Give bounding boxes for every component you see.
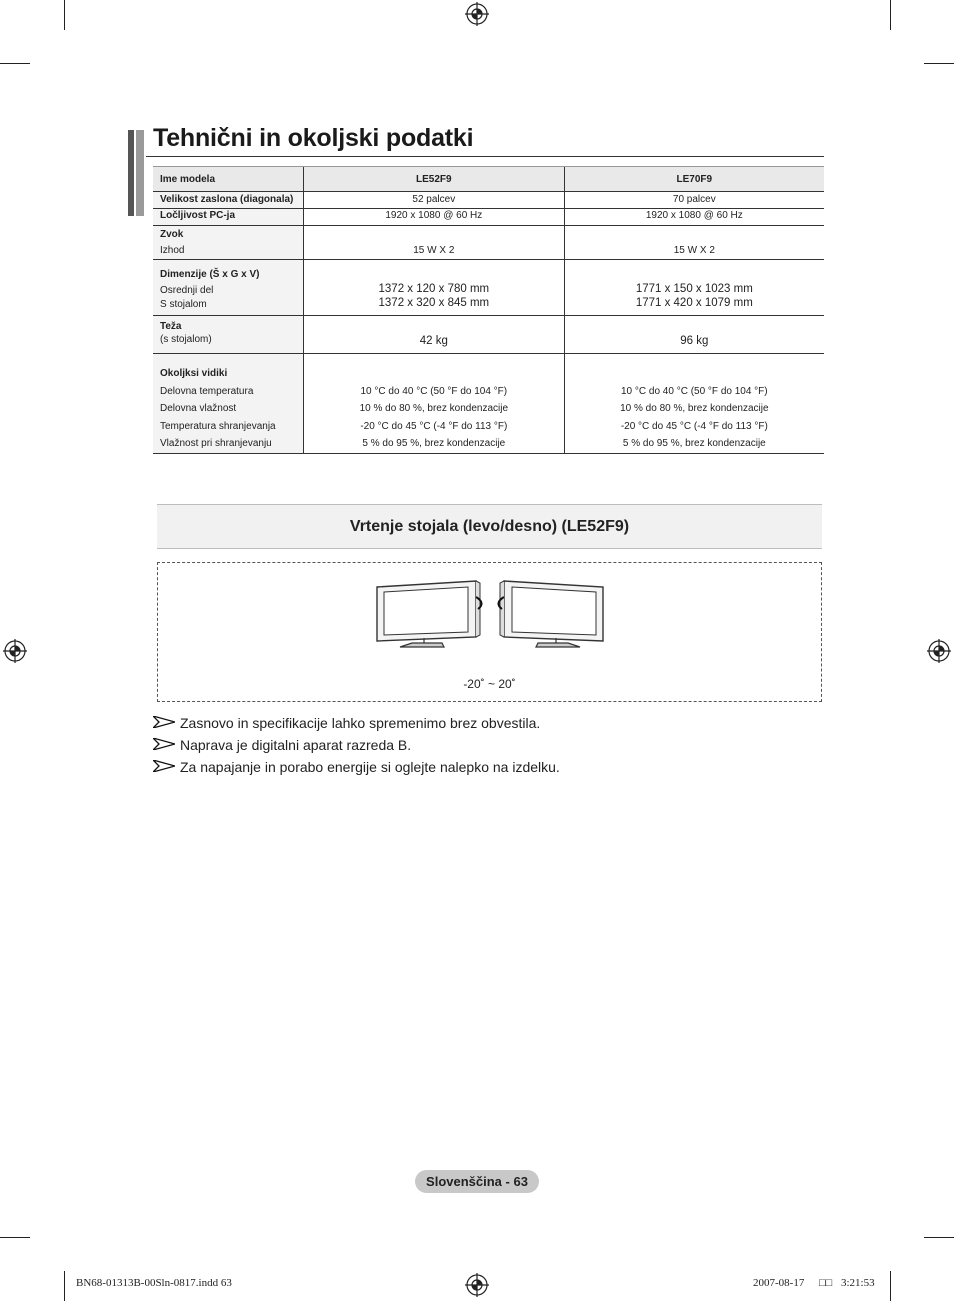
table-cell: 1372 x 120 x 780 mm bbox=[378, 283, 490, 295]
crop-mark bbox=[64, 1271, 65, 1301]
table-cell: 5 % do 95 %, brez kondenzacije bbox=[622, 438, 766, 449]
table-row bbox=[153, 226, 824, 260]
row-sublabel: S stojalom bbox=[160, 299, 207, 310]
note-arrow-icon bbox=[153, 738, 175, 750]
table-row bbox=[153, 167, 824, 192]
row-label: Dimenzije (Š x G x V) bbox=[160, 269, 260, 280]
row-label: Ločljivost PC-ja bbox=[160, 210, 236, 221]
section-title: Vrtenje stojala (levo/desno) (LE52F9) bbox=[349, 517, 630, 535]
table-cell: 96 kg bbox=[564, 316, 824, 354]
table-row bbox=[153, 192, 824, 209]
footer-glyphs: □□ bbox=[819, 1277, 833, 1289]
table-cell: 1920 x 1080 @ 60 Hz bbox=[564, 209, 824, 226]
table-cell: 10 °C do 40 °C (50 °F do 104 °F) bbox=[360, 385, 508, 397]
note-text: Za napajanje in porabo energije si oglejte nalepko na izdelku. bbox=[180, 759, 560, 775]
table-header-label: Ime modela bbox=[153, 167, 304, 192]
tv-swivel-illustration-icon bbox=[372, 577, 608, 653]
table-cell: 5 % do 95 %, brez kondenzacije bbox=[362, 438, 506, 449]
title-divider bbox=[146, 156, 824, 157]
table-header-model: LE70F9 bbox=[564, 167, 824, 192]
footer-date: 2007-08-17 bbox=[753, 1277, 805, 1289]
page-number-badge bbox=[415, 1170, 539, 1193]
table-row bbox=[153, 354, 824, 454]
note-arrow-icon bbox=[153, 716, 175, 728]
table-row bbox=[153, 260, 824, 316]
table-cell: 1920 x 1080 @ 60 Hz bbox=[304, 209, 565, 226]
registration-mark-icon bbox=[3, 639, 27, 663]
row-sublabel: Vlažnost pri shranjevanju bbox=[160, 438, 272, 449]
table-cell: 10 °C do 40 °C (50 °F do 104 °F) bbox=[621, 385, 768, 397]
footer-time: 3:21:53 bbox=[841, 1277, 875, 1289]
row-sublabel: Delovna vlažnost bbox=[160, 403, 237, 414]
table-cell: 10 % do 80 %, brez kondenzacije bbox=[359, 403, 509, 414]
row-label: Teža bbox=[160, 321, 182, 332]
note-arrow-icon bbox=[153, 760, 175, 772]
footer-file-name: BN68-01313B-00Sln-0817.indd 63 bbox=[76, 1277, 232, 1289]
crop-mark bbox=[0, 63, 30, 64]
registration-mark-icon bbox=[465, 2, 489, 26]
registration-mark-icon bbox=[927, 639, 951, 663]
table-cell: 52 palcev bbox=[304, 192, 565, 209]
row-sublabel: Osrednji del bbox=[160, 285, 214, 296]
section-heading bbox=[157, 504, 822, 549]
page-number-label: Slovenščina - 63 bbox=[426, 1174, 528, 1189]
crop-mark bbox=[924, 63, 954, 64]
row-sublabel: (s stojalom) bbox=[160, 334, 212, 345]
table-cell: 42 kg bbox=[304, 316, 565, 354]
crop-mark bbox=[64, 0, 65, 30]
table-cell: 1771 x 420 x 1079 mm bbox=[635, 297, 753, 309]
table-cell: 15 W X 2 bbox=[304, 226, 565, 260]
row-label: Velikost zaslona (diagonala) bbox=[160, 194, 294, 205]
spec-table bbox=[153, 166, 824, 454]
title-accent-bar bbox=[128, 130, 134, 216]
table-cell: 1372 x 320 x 845 mm bbox=[378, 297, 490, 309]
row-label: Okoljksi vidiki bbox=[160, 368, 228, 379]
swivel-diagram bbox=[157, 562, 822, 702]
angle-range-label: -20˚ ~ 20˚ bbox=[463, 677, 516, 691]
note-text: Naprava je digitalni aparat razreda B. bbox=[180, 737, 412, 753]
row-sublabel: Temperatura shranjevanja bbox=[160, 420, 276, 432]
row-sublabel: Delovna temperatura bbox=[160, 385, 254, 397]
registration-mark-icon bbox=[465, 1273, 489, 1297]
title-accent-bar bbox=[136, 130, 144, 216]
table-cell: 15 W X 2 bbox=[564, 226, 824, 260]
table-header-model: LE52F9 bbox=[304, 167, 565, 192]
crop-mark bbox=[924, 1237, 954, 1238]
row-label: Zvok bbox=[160, 229, 184, 240]
table-row bbox=[153, 209, 824, 226]
crop-mark bbox=[890, 0, 891, 30]
table-cell: 70 palcev bbox=[564, 192, 824, 209]
crop-mark bbox=[0, 1237, 30, 1238]
table-cell: -20 °C do 45 °C (-4 °F do 113 °F) bbox=[360, 420, 508, 432]
table-cell: -20 °C do 45 °C (-4 °F do 113 °F) bbox=[620, 420, 768, 432]
page-title: Tehnični in okoljski podatki bbox=[153, 124, 474, 152]
table-cell: 1771 x 150 x 1023 mm bbox=[635, 283, 753, 295]
row-sublabel: Izhod bbox=[160, 245, 185, 256]
table-cell: 10 % do 80 %, brez kondenzacije bbox=[620, 403, 769, 414]
note-text: Zasnovo in specifikacije lahko spremenimo brez obvestila. bbox=[180, 715, 541, 731]
crop-mark bbox=[890, 1271, 891, 1301]
table-row bbox=[153, 316, 824, 354]
